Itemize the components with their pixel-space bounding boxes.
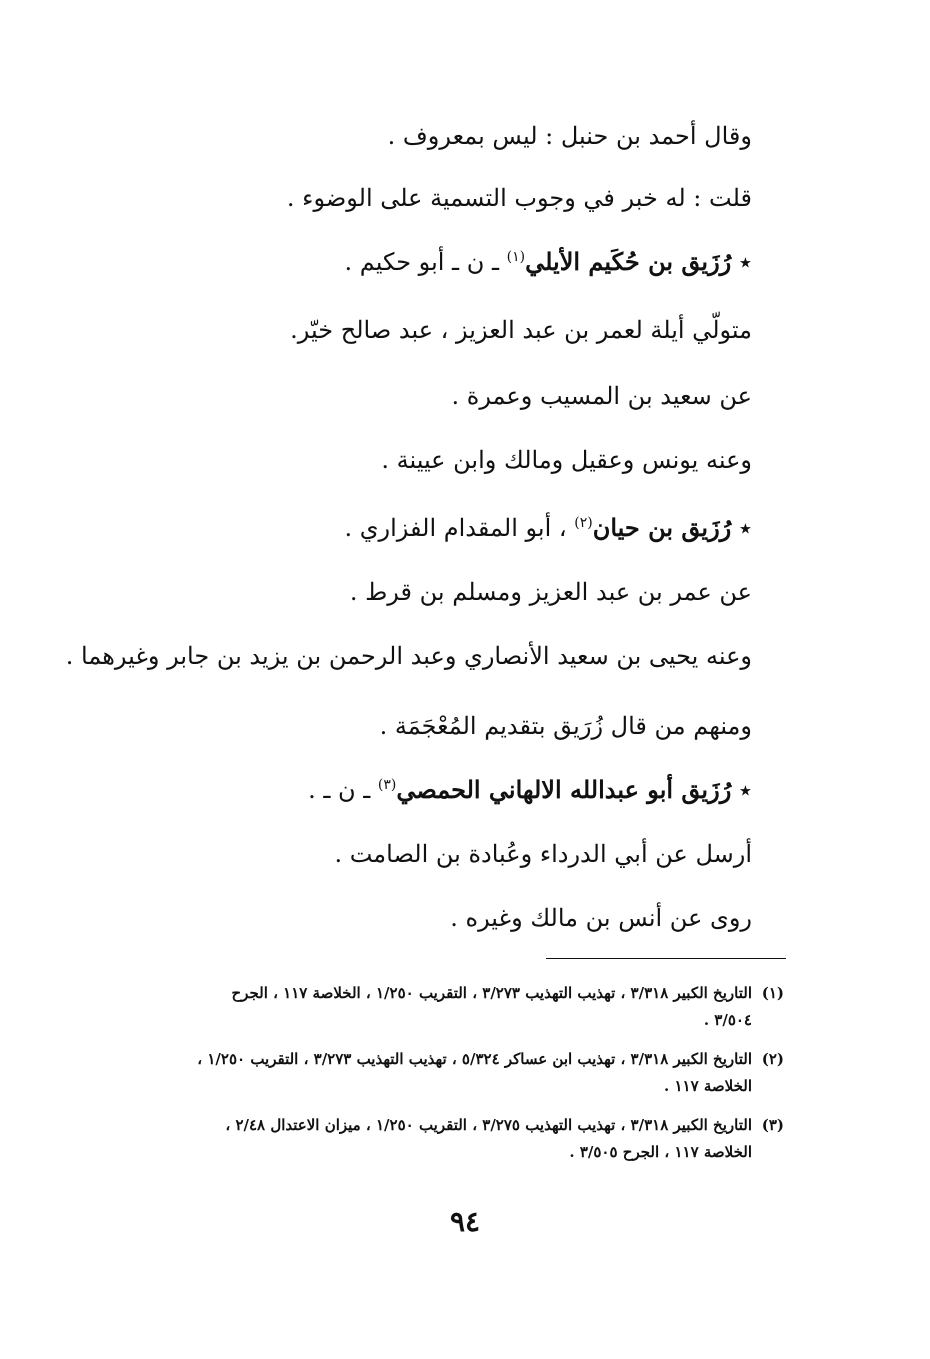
entry-heading: [120, 508, 752, 548]
footnote: [118, 1046, 784, 1100]
footnote-text: ٣/٥٠٤ .: [703, 1011, 752, 1029]
footnote-ref: (٣): [377, 777, 397, 793]
entry-rest: ـ ن ـ .: [308, 776, 378, 804]
text-line: عن عمر بن عبد العزيز ومسلم بن قرط .: [349, 578, 752, 606]
entry-star: ٭: [738, 776, 752, 804]
footnote-ref: (٢): [574, 515, 593, 531]
footnote-separator: [546, 958, 786, 959]
footnote-text: الخلاصة ١١٧ .: [664, 1077, 752, 1095]
entry-rest: ، أبو المقدام الفزاري .: [344, 514, 575, 542]
footnote: [118, 980, 784, 1034]
entry-heading: [120, 770, 752, 810]
text-line: وعنه يونس وعقيل ومالك وابن عيينة .: [381, 446, 752, 474]
text-line: روى عن أنس بن مالك وغيره .: [450, 904, 752, 932]
text-line: متولّي أيلة لعمر بن عبد العزيز ، عبد صالح خيّر.: [290, 316, 752, 344]
entry-star: ٭: [738, 514, 752, 542]
entry-name: رُزَيق بن حُكَيم الأيلي: [525, 247, 732, 276]
footnote: [118, 1112, 784, 1166]
text-line: أرسل عن أبي الدرداء وعُبادة بن الصامت .: [334, 840, 752, 868]
entry-name: رُزَيق بن حيان: [592, 513, 732, 542]
entry-heading: [120, 242, 752, 282]
text-line: ومنهم من قال زُرَيق بتقديم المُعْجَمَة .: [379, 712, 752, 740]
text-line: وعنه يحيى بن سعيد الأنصاري وعبد الرحمن بن يزيد بن جابر وغيرهما .: [65, 642, 752, 670]
text-line: عن سعيد بن المسيب وعمرة .: [451, 382, 752, 410]
entry-name: رُزَيق أبو عبدالله الالهاني الحمصي: [396, 775, 732, 804]
text-line: قلت : له خبر في وجوب التسمية على الوضوء .: [286, 184, 752, 212]
footnote-ref: (١): [506, 249, 526, 265]
footnote-text: التاريخ الكبير ٣/٣١٨ ، تهذيب التهذيب ٣/٢٧٥ ، التقريب ١/٢٥٠ ، ميزان الاعتدال ٢/٤٨ ،: [225, 1116, 752, 1134]
entry-rest: ـ ن ـ أبو حكيم .: [344, 248, 507, 276]
entry-star: ٭: [738, 248, 752, 276]
footnote-text: التاريخ الكبير ٣/٣١٨ ، تهذيب التهذيب ٣/٢٧٣ ، التقريب ١/٢٥٠ ، الخلاصة ١١٧ ، الجرح: [231, 984, 752, 1002]
footnote-text: الخلاصة ١١٧ ، الجرح ٣/٥٠٥ .: [569, 1143, 752, 1161]
text-line: وقال أحمد بن حنبل : ليس بمعروف .: [387, 122, 752, 150]
footnote-number: (٢): [761, 1050, 784, 1068]
footnote-number: (٣): [761, 1116, 784, 1134]
footnote-text: التاريخ الكبير ٣/٣١٨ ، تهذيب ابن عساكر ٥/٣٢٤ ، تهذيب التهذيب ٣/٢٧٣ ، التقريب ١/٢٥٠ ،: [197, 1050, 752, 1068]
footnote-number: (١): [761, 984, 784, 1002]
page-number: ٩٤: [449, 1205, 481, 1238]
